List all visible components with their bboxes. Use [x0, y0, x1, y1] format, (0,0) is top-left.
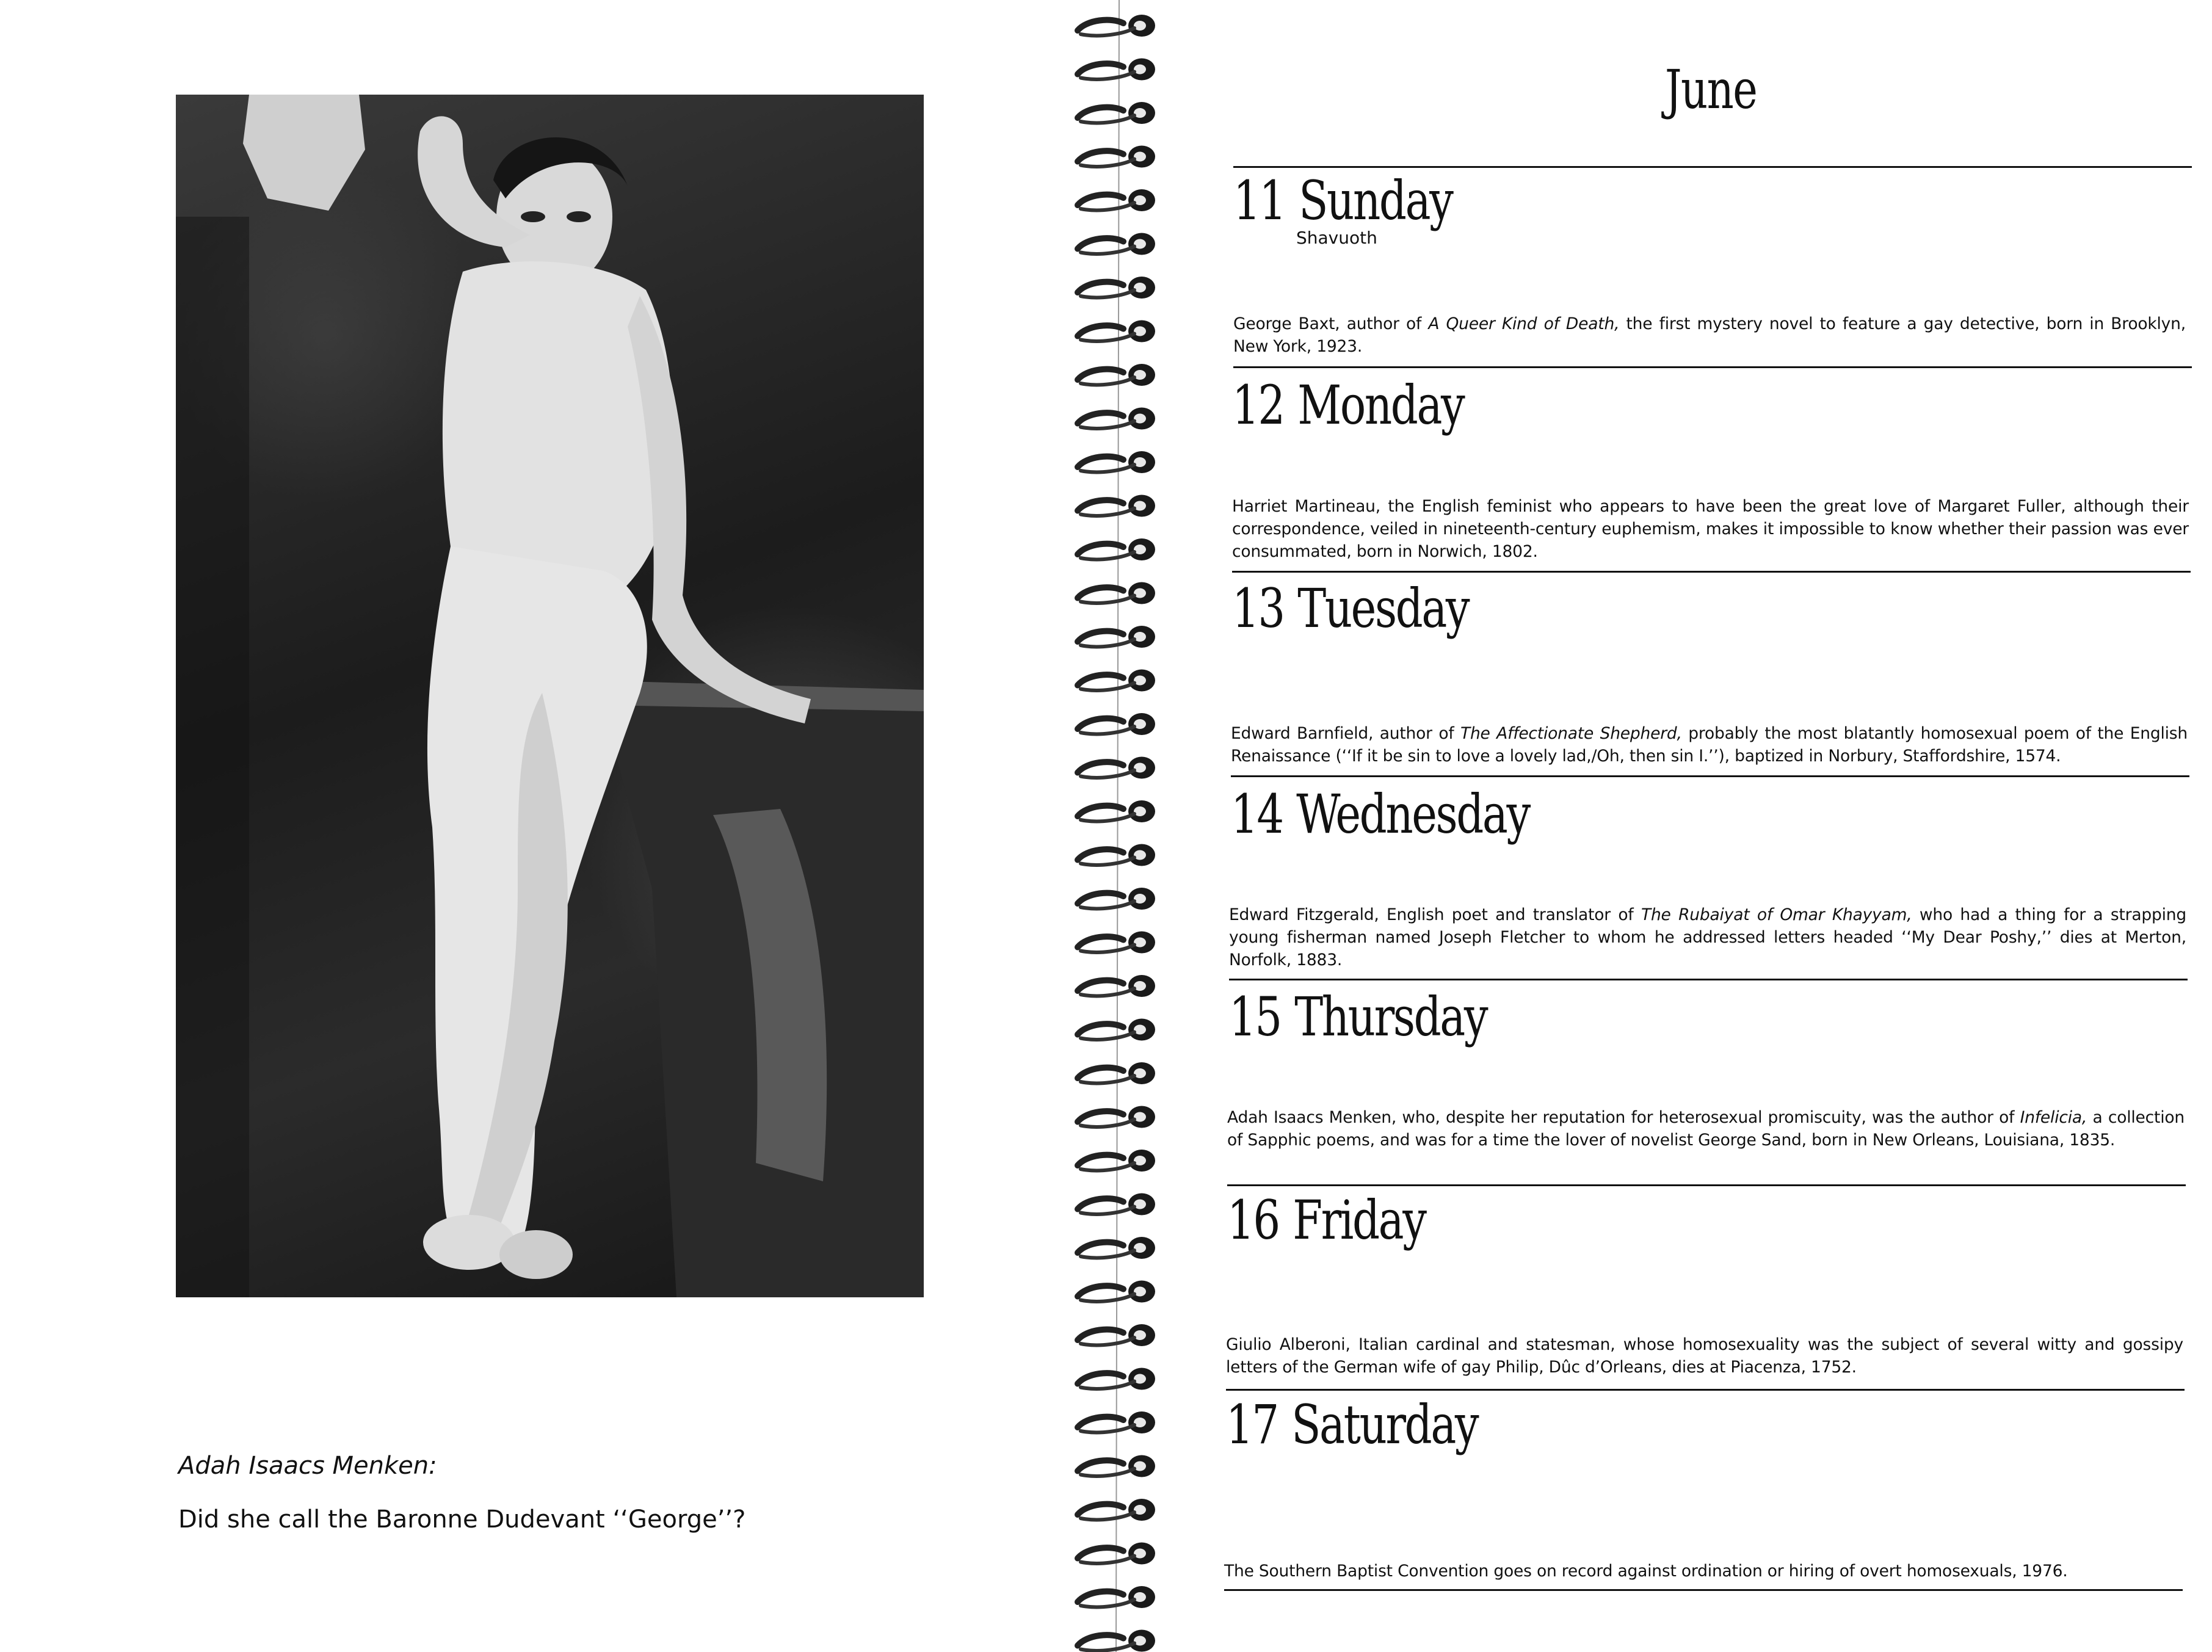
binding-coil: [1078, 844, 1155, 866]
binding-coil: [1078, 233, 1155, 255]
divider-rule: [1232, 571, 2191, 573]
binding-coil: [1078, 800, 1155, 822]
binding-coil: [1078, 59, 1155, 81]
day-name: Friday: [1293, 1189, 1426, 1252]
spiral-coils: [1062, 0, 1197, 1652]
entry-title-italic: The Affectionate Shepherd,: [1460, 724, 1682, 743]
binding-coil: [1078, 1106, 1155, 1128]
day-number: 11: [1233, 169, 1285, 232]
day-number: 17: [1226, 1393, 1278, 1456]
day-number: 12: [1232, 374, 1284, 437]
day-heading-14: [1231, 783, 1529, 846]
binding-coil: [1078, 1062, 1155, 1084]
binding-coil: [1078, 888, 1155, 910]
day-name: Saturday: [1291, 1393, 1478, 1456]
day-number: 15: [1229, 985, 1281, 1048]
binding-coil: [1078, 670, 1155, 692]
binding-coil: [1078, 321, 1155, 342]
binding-coil: [1078, 1019, 1155, 1041]
divider-rule: [1231, 775, 2189, 777]
binding-coil: [1078, 932, 1155, 954]
day-entry-15: [1227, 1106, 2185, 1151]
day-heading-15: [1229, 985, 1487, 1048]
binding-coil: [1078, 364, 1155, 386]
day-heading-13: [1232, 577, 1469, 640]
entry-text: the first mystery novel to feature a gay detective, born in Brooklyn, New York, 1923.: [1233, 314, 2186, 356]
entry-text: Giulio Alberoni, Italian cardinal and statesman, whose homosexuality was the subject of several witty and gossipy letters of the German wife of gay Philip, Dûc d’Orleans, dies at Piacenza, 1752.: [1226, 1335, 2183, 1377]
entry-text: a collection of Sapphic poems, and was for a time the lover of novelist George Sand, born in New Orleans, Louisiana, 1835.: [1227, 1108, 2185, 1150]
day-name: Wednesday: [1296, 783, 1529, 846]
page-edge-line: [1116, 0, 1119, 1652]
divider-rule: [1224, 1589, 2183, 1591]
entry-text: The Southern Baptist Convention goes on record against ordination or hiring of overt homosexuals, 1976.: [1224, 1562, 2068, 1581]
caption-question: Did she call the Baronne Dudevant ‘‘George’’?: [178, 1505, 746, 1534]
left-page: [0, 0, 1062, 1652]
divider-rule: [1226, 1389, 2185, 1391]
day-name: Monday: [1297, 374, 1464, 437]
entry-text: Edward Barnfield, author of: [1231, 724, 1460, 743]
binding-coil: [1078, 451, 1155, 473]
binding-coil: [1078, 146, 1155, 168]
divider-rule: [1233, 366, 2192, 368]
day-heading-16: [1227, 1189, 1426, 1252]
divider-rule: [1227, 1184, 2186, 1186]
day-heading-17: [1226, 1393, 1478, 1456]
divider-rule: [1233, 166, 2192, 168]
day-heading-11: [1233, 169, 1452, 232]
day-entry-13: [1231, 722, 2188, 767]
day-entry-17: [1224, 1560, 2181, 1582]
day-entry-12: [1232, 495, 2189, 563]
day-name: Thursday: [1294, 985, 1487, 1048]
binding-coil: [1078, 713, 1155, 735]
binding-coil: [1078, 582, 1155, 604]
binding-coil: [1078, 15, 1155, 37]
day-entry-14: [1229, 904, 2186, 971]
divider-rule: [1229, 979, 2188, 980]
entry-title-italic: The Rubaiyat of Omar Khayyam,: [1641, 905, 1912, 924]
binding-coil: [1078, 408, 1155, 430]
right-page: [1197, 0, 2212, 1652]
spiral-binding: [1062, 0, 1197, 1652]
holiday-label: Shavuoth: [1296, 228, 1377, 248]
entry-text: Edward Fitzgerald, English poet and translator of: [1229, 905, 1641, 924]
day-number: 16: [1227, 1189, 1279, 1252]
entry-text: Harriet Martineau, the English feminist who appears to have been the great love of Margaret Fuller, although their correspondence, veiled in nineteenth-century euphemism, makes it impossible to know whether their passion was ever consummated, born in Norwich, 1802.: [1232, 497, 2189, 561]
entry-text: George Baxt, author of: [1233, 314, 1429, 333]
entry-text: who had a thing for a strapping young fisherman named Joseph Fletcher to whom he addressed letters headed ‘‘My Dear Poshy,’’ dies at Merton, Norfolk, 1883.: [1229, 905, 2187, 969]
portrait-figure: [176, 95, 924, 1297]
day-name: Sunday: [1299, 169, 1452, 232]
month-title: June: [1665, 58, 1757, 121]
binding-coil: [1078, 975, 1155, 997]
day-entry-16: [1226, 1333, 2183, 1378]
day-number: 13: [1232, 577, 1284, 640]
binding-coil: [1078, 626, 1155, 648]
entry-text: probably the most blatantly homosexual poem of the English Renaissance (‘‘If it be sin to love a lovely lad,/Oh, then sin I.’’), baptized in Norbury, Staffordshire, 1574.: [1231, 724, 2188, 766]
binding-coil: [1078, 495, 1155, 517]
day-entry-11: [1233, 313, 2186, 358]
binding-coil: [1078, 538, 1155, 560]
binding-coil: [1078, 189, 1155, 211]
portrait-photo: [176, 95, 924, 1297]
day-name: Tuesday: [1297, 577, 1469, 640]
binding-coil: [1078, 102, 1155, 124]
entry-text: Adah Isaacs Menken, who, despite her reputation for heterosexual promiscuity, was the author of: [1227, 1108, 2020, 1127]
entry-title-italic: Infelicia,: [2020, 1108, 2087, 1127]
day-number: 14: [1231, 783, 1283, 846]
binding-coil: [1078, 757, 1155, 779]
day-heading-12: [1232, 374, 1464, 437]
binding-coil: [1078, 277, 1155, 299]
entry-title-italic: A Queer Kind of Death,: [1428, 314, 1620, 333]
caption-title: Adah Isaacs Menken:: [178, 1452, 437, 1480]
